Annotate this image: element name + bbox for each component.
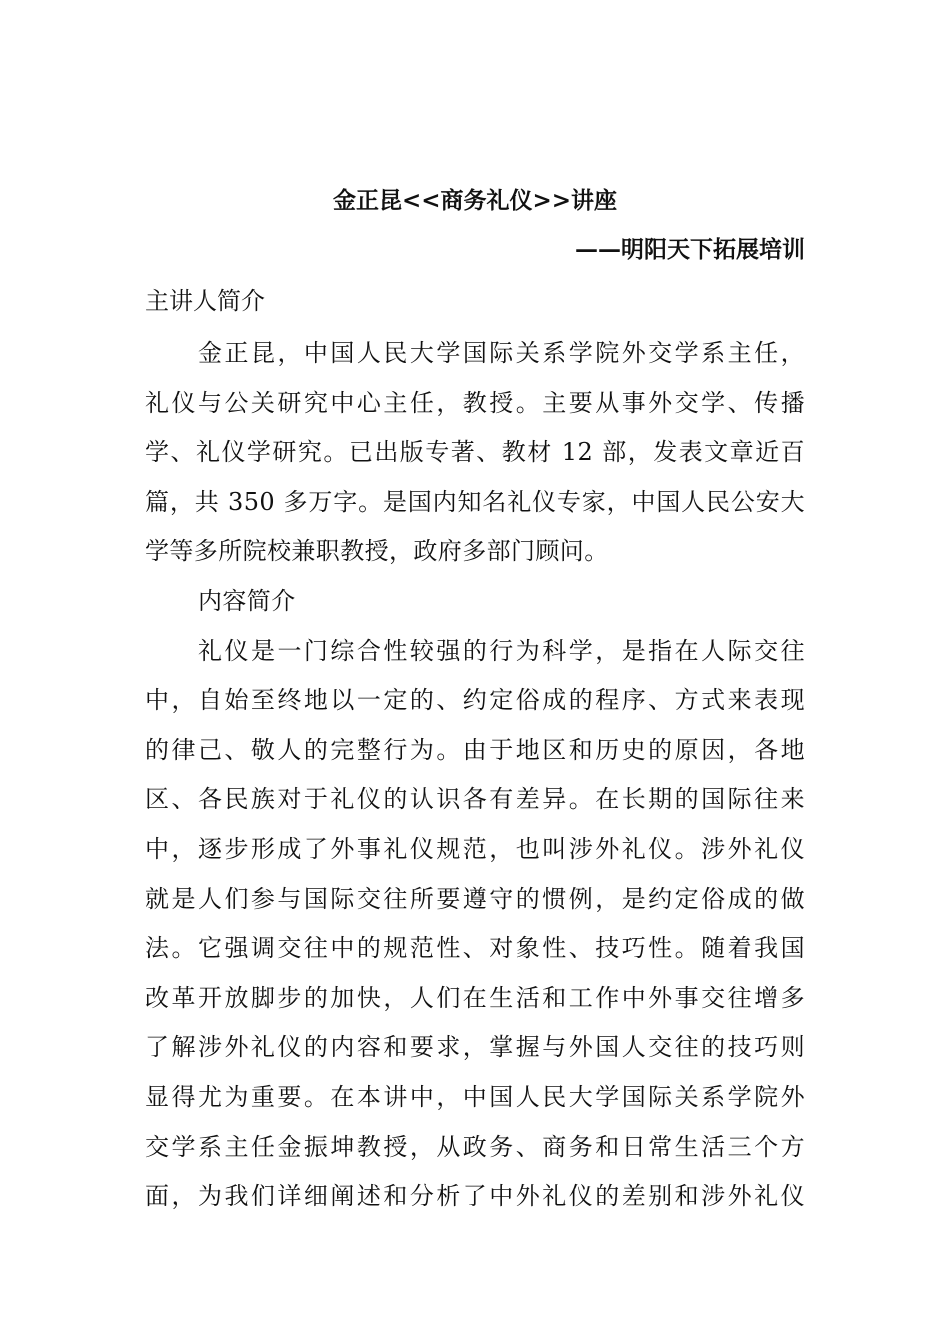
document-title: 金正昆<<商务礼仪>>讲座 bbox=[332, 187, 618, 214]
content-heading: 内容简介 bbox=[198, 586, 296, 615]
text-line: 了解涉外礼仪的内容和要求，掌握与外国人交往的技巧则 bbox=[145, 1033, 805, 1062]
text-line: 区、各民族对于礼仪的认识各有差异。在长期的国际往来 bbox=[145, 785, 805, 814]
text-line: 中，自始至终地以一定的、约定俗成的程序、方式来表现 bbox=[145, 686, 805, 715]
text-line: 面，为我们详细阐述和分析了中外礼仪的差别和涉外礼仪 bbox=[145, 1182, 805, 1211]
text-line: 篇，共 350 多万字。是国内知名礼仪专家，中国人民公安大 bbox=[145, 487, 805, 516]
text-line: 礼仪与公关研究中心主任，教授。主要从事外交学、传播 bbox=[145, 388, 805, 417]
text-line: 礼仪是一门综合性较强的行为科学，是指在人际交往 bbox=[198, 636, 805, 665]
text-line: 就是人们参与国际交往所要遵守的惯例，是约定俗成的做 bbox=[145, 884, 805, 913]
document-subtitle: ——明阳天下拓展培训 bbox=[575, 236, 805, 263]
text-line: 学、礼仪学研究。已出版专著、教材 12 部，发表文章近百 bbox=[145, 438, 805, 467]
text-line: 显得尤为重要。在本讲中，中国人民大学国际关系学院外 bbox=[145, 1082, 805, 1111]
text-line: 学等多所院校兼职教授，政府多部门顾问。 bbox=[145, 537, 609, 566]
text-line: 交学系主任金振坤教授，从政务、商务和日常生活三个方 bbox=[145, 1132, 805, 1161]
text-line: 改革开放脚步的加快，人们在生活和工作中外事交往增多 bbox=[145, 983, 805, 1012]
text-line: 金正昆，中国人民大学国际关系学院外交学系主任， bbox=[198, 339, 805, 367]
text-line: 法。它强调交往中的规范性、对象性、技巧性。随着我国 bbox=[145, 934, 805, 963]
text-line: 的律己、敬人的完整行为。由于地区和历史的原因，各地 bbox=[145, 735, 805, 764]
body-text bbox=[145, 329, 805, 1222]
text-line: 中，逐步形成了外事礼仪规范，也叫涉外礼仪。涉外礼仪 bbox=[145, 834, 805, 863]
speaker-heading: 主讲人简介 bbox=[145, 287, 265, 315]
